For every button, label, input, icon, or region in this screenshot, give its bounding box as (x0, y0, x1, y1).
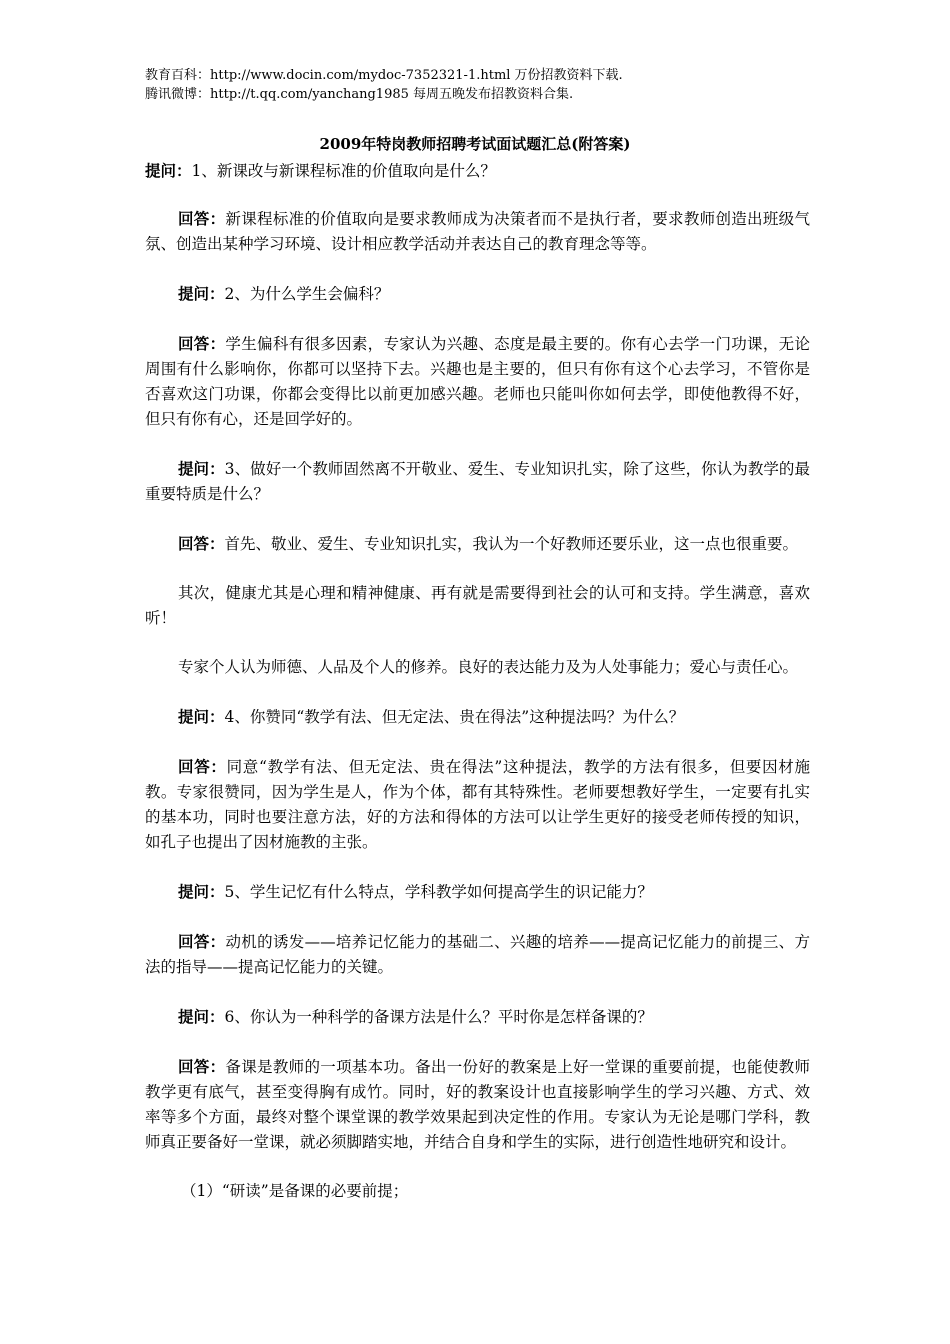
answer-6 (145, 1054, 810, 1155)
question-6 (145, 1004, 810, 1030)
question-label: 提问： (178, 882, 225, 901)
answer-label: 回答： (178, 534, 225, 553)
header-line-weibo: 腾讯微博：http://t.qq.com/yanchang1985 每周五晚发布招教资料合集. (145, 87, 574, 102)
answer-label: 回答： (178, 209, 226, 228)
answer-label: 回答： (178, 757, 227, 776)
question-text: 3、做好一个教师固然离不开敬业、爱生、专业知识扎实，除了这些，你认为教学的最重要特质是什么？ (145, 460, 810, 503)
question-1 (145, 158, 810, 184)
question-text: 4、你赞同“教学有法、但无定法、贵在得法”这种提法吗？为什么？ (224, 708, 685, 726)
answer-text: 首先、敬业、爱生、专业知识扎实，我认为一个好教师还要乐业，这一点也很重要。 (224, 535, 799, 553)
answer-2 (145, 331, 810, 432)
list-item-1: （1）“研读”是备课的必要前提； (181, 1182, 409, 1200)
answer-label: 回答： (178, 1057, 226, 1076)
answer-label: 回答： (178, 932, 226, 951)
question-3 (145, 456, 810, 507)
question-label: 提问： (178, 1007, 225, 1026)
question-text: 1、新课改与新课程标准的价值取向是什么？ (191, 162, 496, 180)
page-header (145, 66, 623, 104)
answer-text: 备课是教师的一项基本功。备出一份好的教案是上好一堂课的重要前提，也能使教师教学更有底气，甚至变得胸有成竹。同时，好的教案设计也直接影响学生的学习兴趣、方式、效率等多个方面，最终对整个课堂课的教学效果起到决定性的作用。专家认为无论是哪门学科，教师真正要备好一堂课，就必须脚踏实地，并结合自身和学生的实际，进行创造性地研究和设计。 (145, 1058, 810, 1151)
question-text: 2、为什么学生会偏科？ (224, 285, 390, 303)
question-text: 6、你认为一种科学的备课方法是什么？平时你是怎样备课的？ (224, 1008, 653, 1026)
header-line-docin: 教育百科：http://www.docin.com/mydoc-7352321-1.html 万份招教资料下载. (145, 68, 623, 83)
answer-1 (145, 206, 810, 257)
question-label: 提问： (178, 284, 225, 303)
page-title: 2009年特岗教师招聘考试面试题汇总(附答案) (319, 135, 631, 153)
answer-4 (145, 754, 810, 855)
answer-3-expert: 专家个人认为师德、人品及个人的修养。良好的表达能力及为人处事能力；爱心与责任心。 (178, 658, 799, 676)
question-2 (145, 281, 810, 307)
question-4 (145, 704, 810, 730)
answer-label: 回答： (178, 334, 226, 353)
question-label: 提问： (178, 459, 225, 478)
answer-3-continued: 其次，健康尤其是心理和精神健康、再有就是需要得到社会的认可和支持。学生满意，喜欢听！ (145, 584, 810, 627)
answer-text: 学生偏科有很多因素，专家认为兴趣、态度是最主要的。你有心去学一门功课，无论周围有什么影响你，你都可以坚持下去。兴趣也是主要的，但只有你有这个心去学习，不管你是否喜欢这门功课，你都会变得比以前更加感兴趣。老师也只能叫你如何去学，即使他教得不好，但只有你有心，还是回学好的。 (145, 335, 810, 428)
answer-text: 同意“教学有法、但无定法、贵在得法”这种提法，教学的方法有很多，但要因材施教。专家很赞同，因为学生是人，作为个体，都有其特殊性。老师要想教好学生，一定要有扎实的基本功，同时也要注意方法，好的方法和得体的方法可以让学生更好的接受老师传授的知识，如孔子也提出了因材施教的主张。 (145, 758, 810, 851)
question-text: 5、学生记忆有什么特点，学科教学如何提高学生的识记能力？ (224, 883, 653, 901)
document-body (145, 158, 810, 1228)
answer-text: 动机的诱发——培养记忆能力的基础二、兴趣的培养——提高记忆能力的前提三、方法的指导——提高记忆能力的关键。 (145, 933, 810, 976)
question-5 (145, 879, 810, 905)
question-label: 提问： (145, 161, 192, 180)
question-label: 提问： (178, 707, 225, 726)
answer-text: 新课程标准的价值取向是要求教师成为决策者而不是执行者，要求教师创造出班级气氛、创造出某种学习环境、设计相应教学活动并表达自己的教育理念等等。 (145, 210, 810, 253)
answer-5 (145, 929, 810, 980)
answer-3 (145, 531, 810, 557)
